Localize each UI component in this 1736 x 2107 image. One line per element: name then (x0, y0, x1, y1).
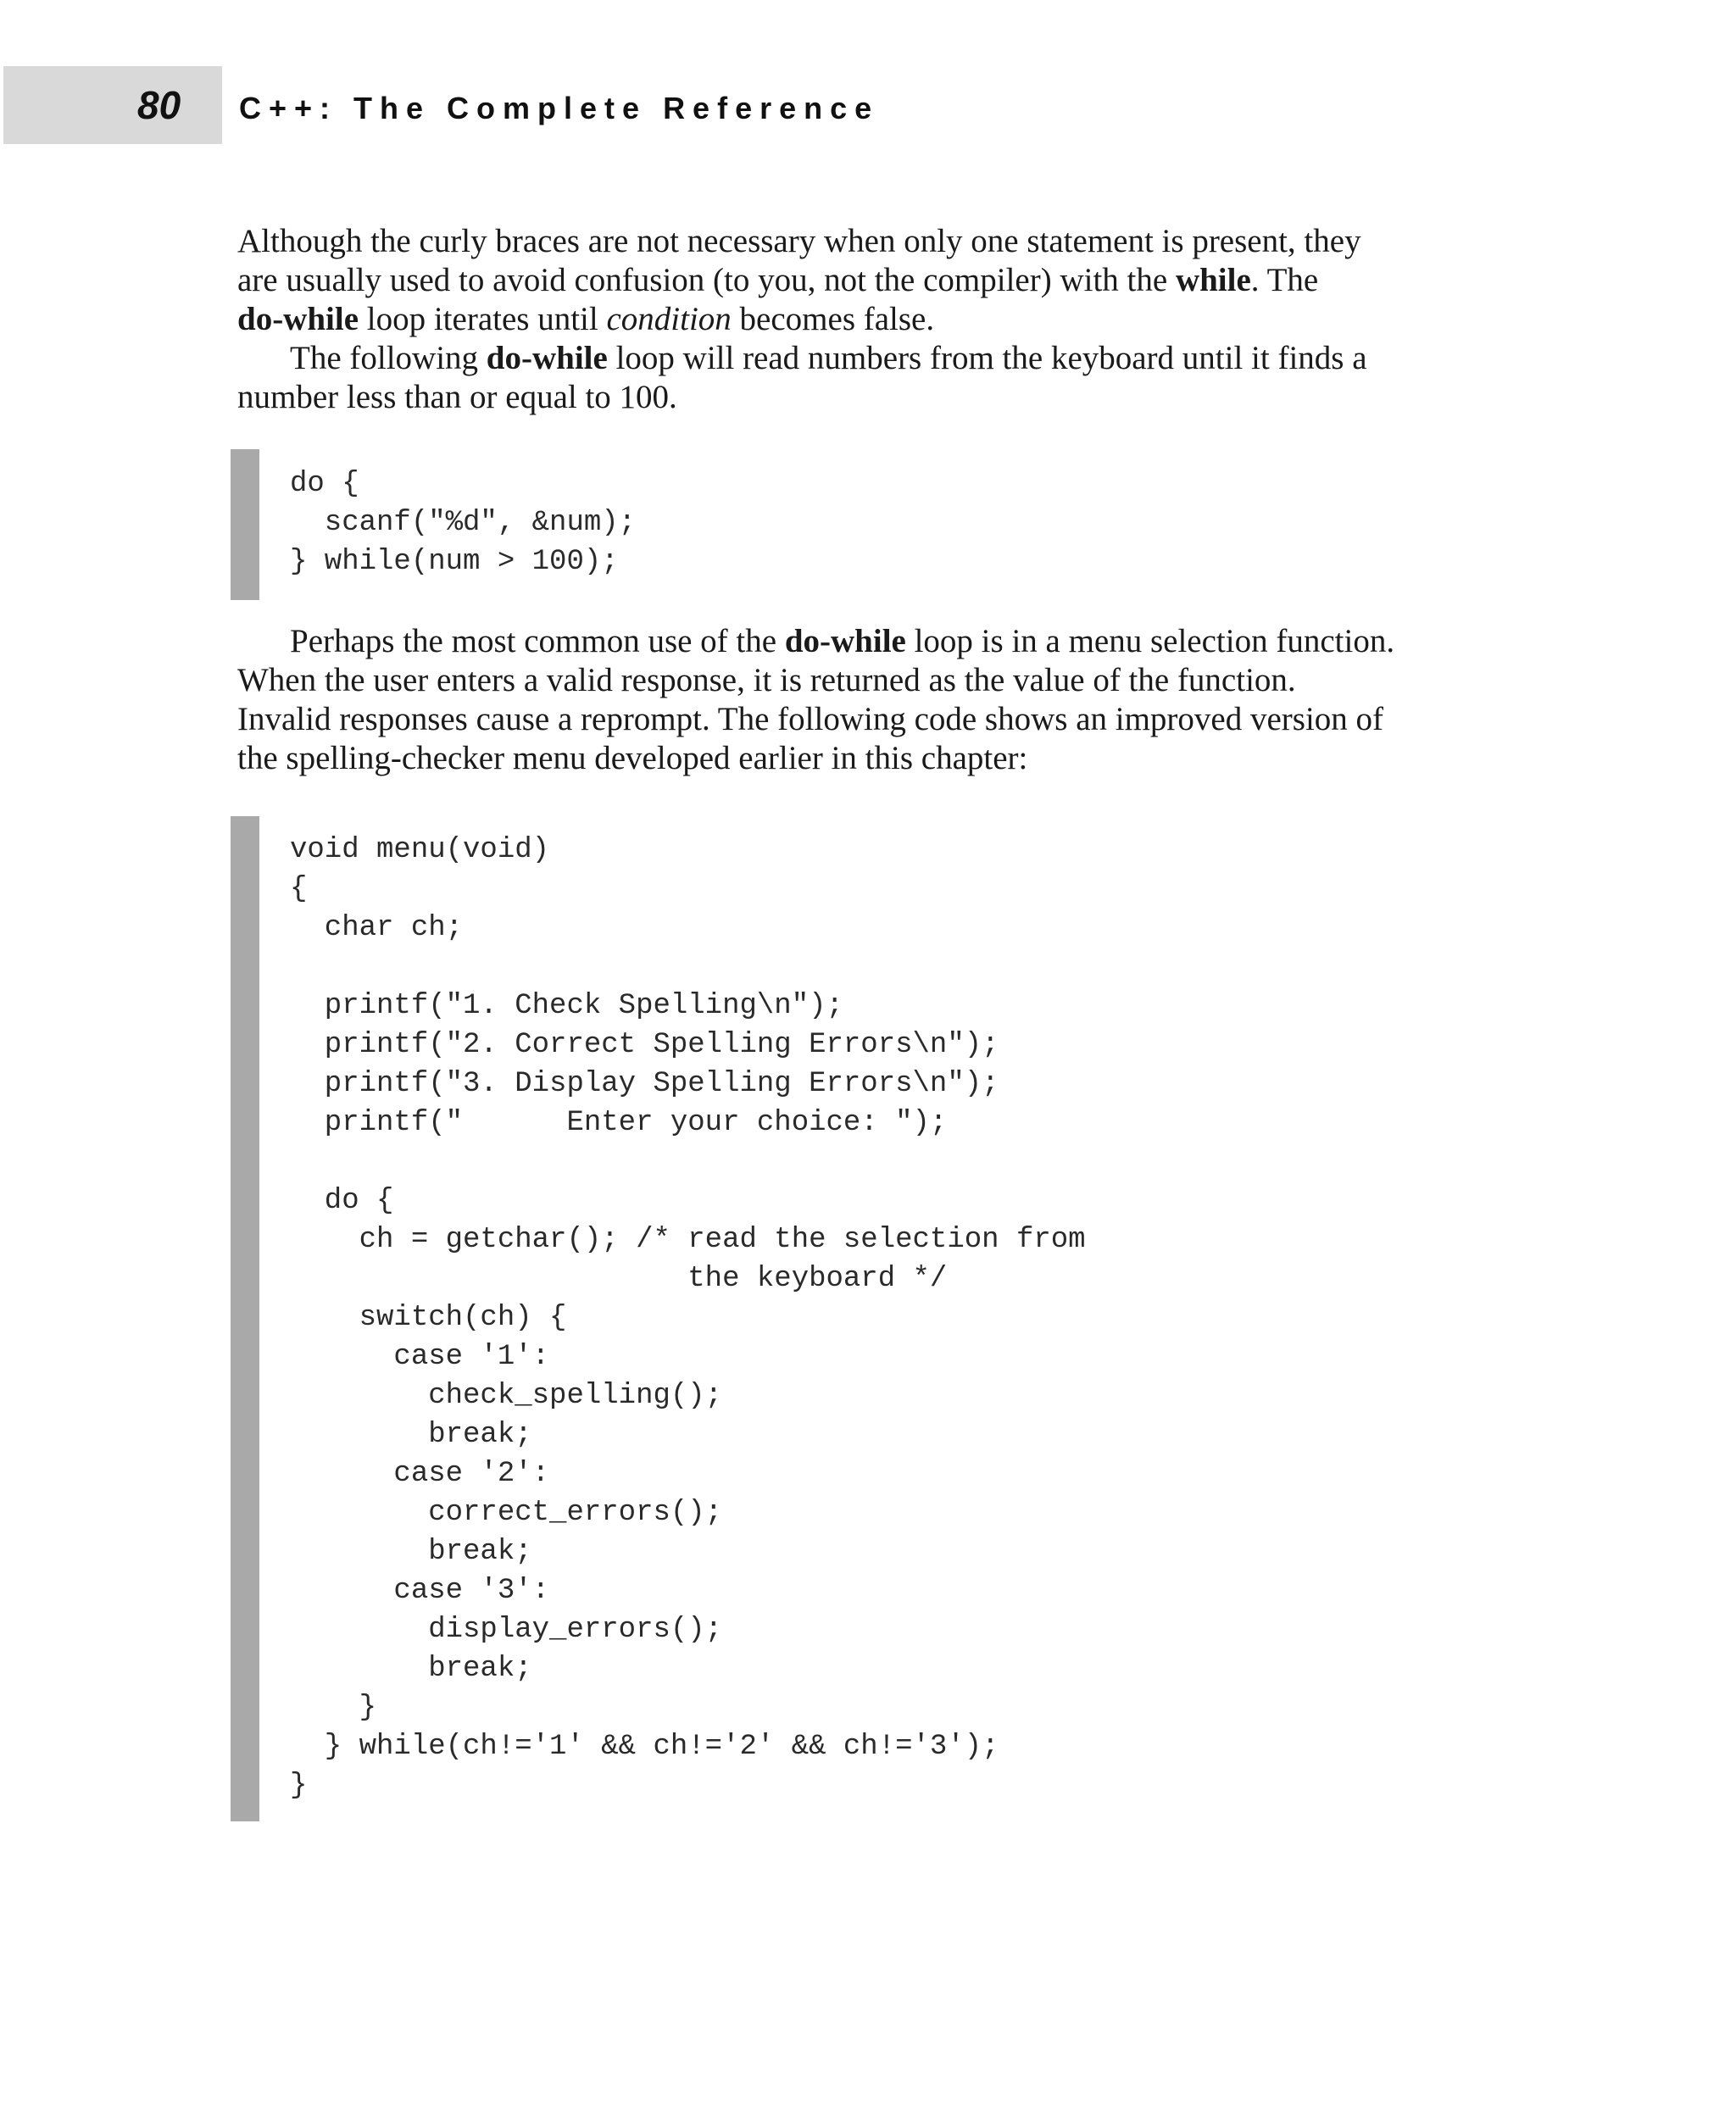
code-line: ch = getchar(); /* read the selection from (290, 1224, 1086, 1256)
text-run: becomes false. (731, 301, 935, 337)
keyword-do-while: do-while (486, 340, 608, 376)
running-head: C++: The Complete Reference (239, 91, 880, 125)
code-line: correct_errors(); (290, 1497, 723, 1529)
code-block-2-bar (231, 816, 259, 1821)
paragraph-3-line-3: Invalid responses cause a reprompt. The following code shows an improved version of (237, 701, 1384, 737)
code-line: case '3': (290, 1575, 550, 1607)
paragraph-1-line-3 (237, 300, 1509, 339)
code-line: break; (290, 1653, 532, 1685)
keyword-while: while (1175, 262, 1251, 298)
text-run: The following (290, 340, 487, 376)
text-run: . The (1250, 262, 1319, 298)
code-line: check_spelling(); (290, 1380, 723, 1412)
keyword-do-while: do-while (237, 301, 359, 337)
paragraph-3-line-2: When the user enters a valid response, it is returned as the value of the function. (237, 662, 1296, 698)
code-line: } while(num > 100); (290, 546, 619, 578)
code-line: the keyboard */ (290, 1263, 948, 1295)
page-number: 80 (137, 83, 181, 127)
code-line (290, 948, 1086, 987)
keyword-do-while: do-while (784, 623, 906, 659)
code-line: do { (290, 468, 359, 500)
code-line: char ch; (290, 912, 464, 944)
code-block-1-bar (231, 449, 259, 600)
code-line: } while(ch!='1' && ch!='2' && ch!='3'); (290, 1731, 999, 1763)
text-run: loop will read numbers from the keyboard until it finds a (607, 340, 1367, 376)
term-condition: condition (606, 301, 732, 337)
text-run: Perhaps the most common use of the (290, 623, 785, 659)
text-run: loop iterates until (359, 301, 607, 337)
paragraph-3 (237, 622, 1509, 778)
code-line: void menu(void) (290, 834, 550, 866)
paragraph-2-line-1 (237, 339, 1509, 378)
paragraph-1-line-2 (237, 261, 1509, 300)
paragraph-3-line-1 (237, 622, 1509, 661)
code-line (290, 1142, 1086, 1181)
code-line: printf(" Enter your choice: "); (290, 1107, 948, 1139)
paragraph-2 (237, 339, 1509, 417)
paragraph-1-line-1: Although the curly braces are not necessary when only one statement is present, they (237, 223, 1361, 259)
code-block-1 (290, 464, 636, 581)
paragraph-2-line-2: number less than or equal to 100. (237, 379, 677, 415)
text-run: loop is in a menu selection function. (905, 623, 1395, 659)
code-line: printf("2. Correct Spelling Errors\n"); (290, 1029, 999, 1061)
page-number-tab (3, 66, 222, 144)
code-line: break; (290, 1536, 532, 1568)
code-line: switch(ch) { (290, 1302, 567, 1334)
code-line: } (290, 1770, 308, 1802)
code-line: printf("3. Display Spelling Errors\n"); (290, 1068, 999, 1100)
code-line: printf("1. Check Spelling\n"); (290, 990, 843, 1022)
code-line: break; (290, 1419, 532, 1451)
code-line: do { (290, 1185, 394, 1217)
text-run: are usually used to avoid confusion (to you, not the compiler) with the (237, 262, 1176, 298)
code-line: } (290, 1692, 377, 1724)
code-line: display_errors(); (290, 1614, 723, 1646)
code-block-2 (290, 831, 1086, 1805)
code-line: case '1': (290, 1341, 550, 1373)
paragraph-1 (237, 222, 1509, 339)
code-line: scanf("%d", &num); (290, 507, 637, 539)
code-line: { (290, 873, 308, 905)
code-line: case '2': (290, 1458, 550, 1490)
paragraph-3-line-4: the spelling-checker menu developed earlier in this chapter: (237, 740, 1028, 776)
